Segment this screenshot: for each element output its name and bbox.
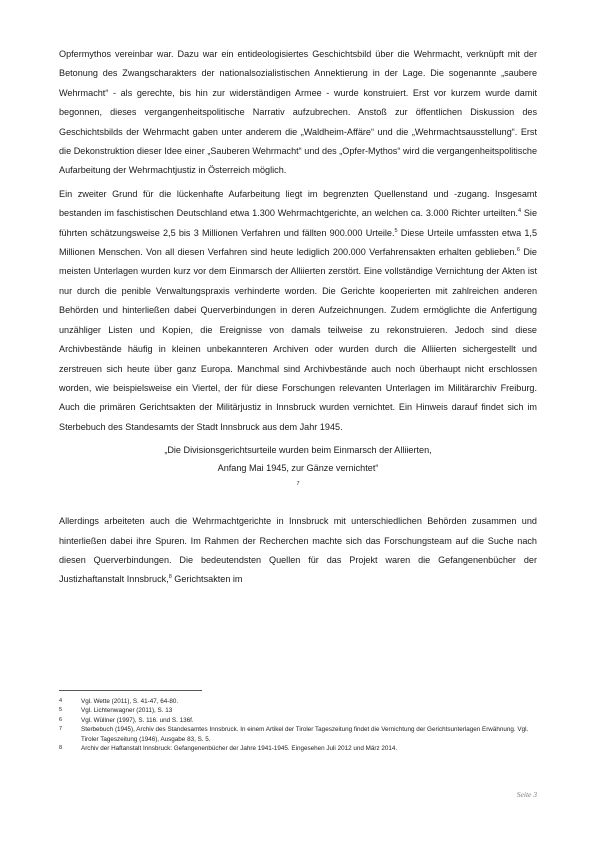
footnotes <box>59 697 537 753</box>
footnote-number: 4 <box>59 698 63 704</box>
footnote-text: Archiv der Haftanstalt Innsbruck: Gefangenenbücher der Jahre 1941-1945. Eingesehen Juli 2012 und März 2014. <box>81 745 398 753</box>
quote-line-2-text: Anfang Mai 1945, zur Gänze vernichtet“ <box>217 463 379 474</box>
block-quote <box>59 441 537 495</box>
paragraph-text: Allerdings arbeiteten auch die Wehrmachtgerichte in Innsbruck mit unterschiedlichen Behörden zusammen und hinterließen dabei ihre Spuren. Im Rahmen der Recherchen machte sich das Forschungsteam auf die Suche nach diesen Querverbindungen. Die bedeutendsten Quellen für das Projekt waren die Gefangenenbücher der Justizhaftanstalt Innsbruck, <box>59 516 537 585</box>
paragraph-text: Opfermythos vereinbar war. Dazu war ein entideologisiertes Geschichtsbild über die Wehrmacht, verknüpft mit der Betonung des Zwangscharakters der nationalsozialistischen Annektierung in der Lage. Die sogenannte „saubere Wehrmacht“ - als gerechte, bis hin zur widerständigen Armee - wurde konstruiert. Erst vor kurzem wurde damit begonnen, dieses vergangenheitspolitische Narrativ aufzubrechen. Anstoß zur öffentlichen Diskussion des Geschichtsbilds der Wehrmacht gaben unter anderem die „Waldheim-Affäre“ und die „Wehrmachtsausstellung“. Erst die Dekonstruktion dieser Idee einer „Sauberen Wehrmacht“ und des „Opfer-Mythos“ wird die vergangenheitspolitische Aufarbeitung der Wehrmachtjustiz in Österreich möglich. <box>59 49 537 176</box>
footnote-text: Vgl. Wüllner (1997), S. 116. und S. 136f. <box>81 716 194 724</box>
paragraph-text: Diese Urteile umfassten etwa 1,5 Millionen Menschen. Von all diesen Verfahren sind heute lediglich 200.000 Verfahrensakten erhalten geblieben. <box>59 227 537 258</box>
footnote-number: 5 <box>59 707 63 714</box>
footnote-text: Vgl. Wette (2011), S. 41-47, 64-80. <box>81 698 179 705</box>
body-text <box>59 45 537 594</box>
footnote-number: 8 <box>59 745 63 752</box>
footnote-separator <box>59 690 202 691</box>
footnote-7 <box>59 725 537 744</box>
paragraph-text: Ein zweiter Grund für die lückenhafte Aufarbeitung liegt im begrenzten Quellenstand und -zugang. Insgesamt bestanden im faschistischen Deutschland etwa 1.300 Wehrmachtgerichte, an welchen ca. 3.000 Richter urteilten. <box>59 188 537 219</box>
footnote-number: 6 <box>59 716 63 723</box>
footnote-ref-8[interactable]: 8 <box>168 574 172 581</box>
paragraph-2 <box>59 185 537 437</box>
footnote-number: 7 <box>59 726 63 733</box>
footnote-4 <box>59 697 537 706</box>
quote-line-1: „Die Divisionsgerichtsurteile wurden beim Einmarsch der Alliierten, <box>164 445 432 456</box>
footnote-text: Vgl. Lichtenwagner (2011), S. 13 <box>81 707 173 715</box>
footnote-ref-4[interactable]: 4 <box>517 208 522 215</box>
paragraph-1 <box>59 45 537 181</box>
paragraph-text: Gerichtsakten im <box>171 574 243 585</box>
paragraph-text: Die meisten Unterlagen wurden kurz vor dem Einmarsch der Alliierten zerstört. Eine vollständige Vernichtung der Akten ist nur durch die penible Verwaltungspraxis verhinderte worden. Die Gerichte kooperierten mit zahlreichen anderen Behörden und hinterließen dabei Querverbindungen in deren Aufzeichnungen. Zudem ermöglichte die Anfertigung unzähliger Listen und Kopien, die Ereignisse von damals teilweise zu rekonstruieren. Jedoch sind diese Archivbestände häufig in kleinen unbekannteren Archiven oder wurden durch die Alliierten sichergestellt und zerstreuen sich heute über ganz Europa. Manchmal sind Archivbestände auch noch überhaupt nicht erschlossen worden, wie beispielsweise ein Viertel, der für diese Forschungen relevanten Unterlagen im Militärarchiv Freiburg. Auch die primären Gerichtsakten der Militärjustiz in Innsbruck wurden vernichtet. Ein Hinweis darauf findet sich im Sterbebuch des Standesamts der Stadt Innsbruck aus dem Jahr 1945. <box>59 247 537 432</box>
footnote-ref-7[interactable]: 7 <box>296 481 300 488</box>
paragraph-text: Sie führten schätzungsweise 2,5 bis 3 Millionen Verfahren und fällten 900.000 Urteile. <box>59 208 538 238</box>
footnote-6 <box>59 716 537 725</box>
footnote-ref-5[interactable]: 5 <box>394 227 398 234</box>
paragraph-3 <box>59 512 537 590</box>
footnote-8 <box>59 744 537 753</box>
footnote-ref-6[interactable]: 6 <box>516 247 520 254</box>
spacer <box>59 499 537 512</box>
quote-line-2 <box>59 459 537 495</box>
footnote-5 <box>59 706 537 715</box>
footnote-text: Sterbebuch (1945), Archiv des Standesamtes Innsbruck. In einem Artikel der Tiroler Tageszeitung findet die Vernichtung der Gerichtsunterlagen Erwähnung. Vgl. Tiroler Tageszeitung (1946), Ausgabe 83, S. 5. <box>81 726 529 743</box>
page-number: Seite 3 <box>516 790 537 799</box>
